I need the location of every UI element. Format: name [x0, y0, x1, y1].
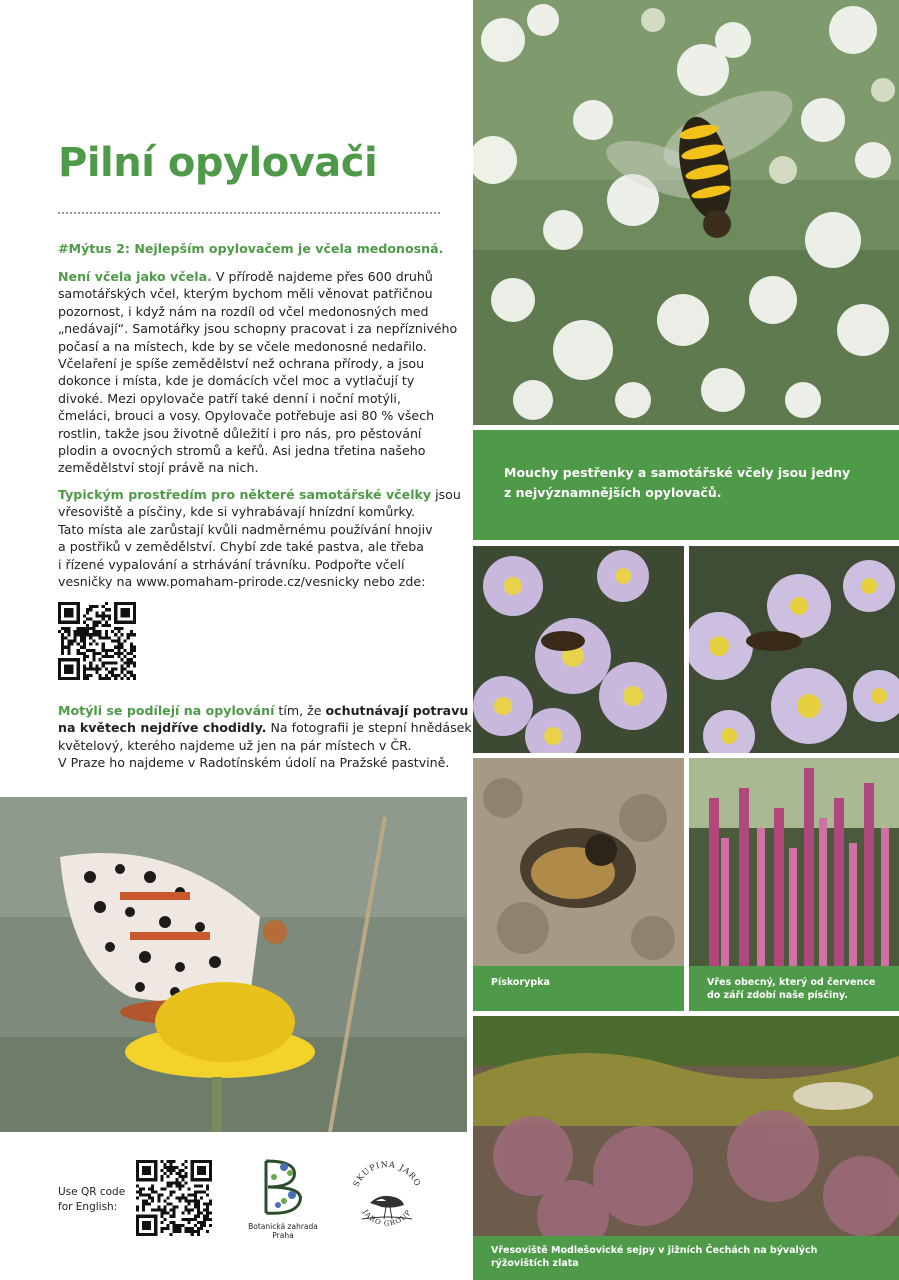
- hoverfly-caption-line-1: Mouchy pestřenky a samotářské včely jsou jedny: [504, 465, 851, 480]
- garden-caption-line-1: Botanická zahrada: [248, 1222, 318, 1231]
- paragraph-1-line-1: [58, 268, 458, 285]
- myth-text: #Mýtus 2: Nejlepším opylovačem je včela medonosná.: [58, 241, 444, 256]
- qr-english-label-line-1: Use QR code: [58, 1186, 126, 1198]
- paragraph-2-lead: Typickým prostředím pro některé samotářské včelky: [58, 487, 432, 502]
- miner-bee-caption: [473, 966, 684, 1011]
- qr-code-icon[interactable]: [58, 602, 136, 680]
- paragraph-2-line-1: [58, 486, 461, 503]
- paragraph-2-line: Tato místa ale zarůstají kvůli nadměrnému používání hnojiv: [58, 521, 433, 537]
- garden-caption-line-2: Praha: [272, 1231, 294, 1240]
- paragraph-2-text: jsou: [431, 487, 461, 502]
- qr-code-icon[interactable]: [136, 1160, 212, 1236]
- paragraph-1-line: plodin a ovocných stromů a keřů. Asi jedna třetina našeho: [58, 443, 426, 459]
- miner-bee-caption-text: Pískorypka: [491, 977, 550, 988]
- paragraph-2-line: i řízené vypalování a strhávání trávníku. Podpořte včelí: [58, 556, 405, 572]
- paragraph-3-line: V Praze ho najdeme v Radotínském údolí na Pražské pastvině.: [58, 755, 450, 771]
- paragraph-1-line: rostlin, takže jsou životně důležití i pro nás, pro pěstování: [58, 425, 422, 441]
- jaro-group-logo: [342, 1153, 432, 1243]
- page-title: Pilní opylovači: [58, 140, 378, 186]
- paragraph-3-line-1: [58, 702, 469, 719]
- paragraph-2: [58, 486, 461, 590]
- paragraph-1-lead: Není včela jako včela.: [58, 269, 212, 284]
- paragraph-2-line: vřesoviště a písčiny, kde si vyhrabávají hnízdní komůrky.: [58, 504, 416, 520]
- solitary-bee-aster-photo-2: [689, 546, 899, 753]
- myth-heading: [58, 240, 458, 257]
- paragraph-2-line: a postřiků v zemědělství. Chybí zde také pastva, ale třeba: [58, 539, 424, 555]
- paragraph-3-mid: tím, že: [274, 703, 326, 718]
- heathland-photo: [473, 1016, 899, 1236]
- heathland-caption: [473, 1236, 899, 1280]
- heathland-caption-line-1: Vřesoviště Modlešovické sejpy v jižních Čechách na bývalých: [491, 1245, 818, 1256]
- paragraph-1-line: samotářských včel, kterým bychom měli věnovat patřičnou: [58, 286, 433, 302]
- title-divider: [58, 212, 440, 214]
- miner-bee-photo: [473, 758, 684, 966]
- svg-text:JARO GROUP: [360, 1207, 413, 1227]
- paragraph-3-bold-1: ochutnávají potravu: [325, 703, 469, 718]
- paragraph-3-line-2: [58, 719, 472, 736]
- heather-caption-line-1: Vřes obecný, který od července: [707, 977, 876, 988]
- paragraph-3: [58, 702, 472, 772]
- svg-text:SKUPINA JARO: [351, 1160, 422, 1188]
- butterfly-photo: [0, 797, 467, 1132]
- heather-photo: [689, 758, 899, 966]
- hoverfly-caption: [473, 430, 899, 540]
- hoverfly-caption-line-2: z nejvýznamnějších opylovačů.: [504, 485, 722, 500]
- paragraph-1-line: čmeláci, brouci a vosy. Opylovače potřebuje asi 80 % všech: [58, 408, 435, 424]
- jaro-logo-bottom-text: JARO GROUP: [361, 1208, 413, 1228]
- heather-caption: [689, 966, 899, 1011]
- paragraph-1-line: „nedávají“. Samotářky jsou schopny pracovat i za nepříznivého: [58, 321, 458, 337]
- paragraph-3-rest: Na fotografii je stepní hnědásek: [266, 720, 472, 736]
- paragraph-3-line: květelový, kterého najdeme už jen na pár místech v ČR.: [58, 737, 412, 753]
- solitary-bee-aster-photo-1: [473, 546, 684, 753]
- botanical-garden-logo-caption: [238, 1222, 328, 1240]
- paragraph-1-line: dokonce i místa, kde je domácích včel moc a vytlačují ty: [58, 373, 415, 389]
- paragraph-1: [58, 268, 458, 477]
- jaro-logo-text: SKUPINA JARO: [351, 1159, 423, 1189]
- paragraph-1-line: Včelaření je spíše zemědělství než ochrana přírody, a jsou: [58, 356, 425, 372]
- botanical-garden-logo: [254, 1157, 312, 1219]
- paragraph-1-line: zemědělství stojí právě na nich.: [58, 460, 259, 476]
- paragraph-3-lead: Motýli se podílejí na opylování: [58, 703, 275, 718]
- paragraph-1-line: pozornost, i když nám na rozdíl od včel medonosných med: [58, 303, 429, 319]
- heathland-caption-line-2: rýžovištích zlata: [491, 1258, 579, 1269]
- paragraph-2-line: vesničky na www.pomaham-prirode.cz/vesnicky nebo zde:: [58, 574, 426, 590]
- paragraph-1-text: V přírodě najdeme přes 600 druhů: [211, 269, 433, 284]
- heather-caption-line-2: do září zdobí naše písčiny.: [707, 990, 848, 1001]
- qr-english-label: [58, 1185, 125, 1215]
- paragraph-1-line: počasí a na místech, kde by se včele medonosné nedařilo.: [58, 338, 427, 354]
- paragraph-3-bold-2: na květech nejdříve chodidly.: [58, 720, 267, 736]
- paragraph-1-line: divoké. Mezi opylovače patří také denní i noční motýli,: [58, 390, 401, 406]
- hoverfly-photo: [473, 0, 899, 425]
- qr-english-label-line-2: for English:: [58, 1201, 118, 1213]
